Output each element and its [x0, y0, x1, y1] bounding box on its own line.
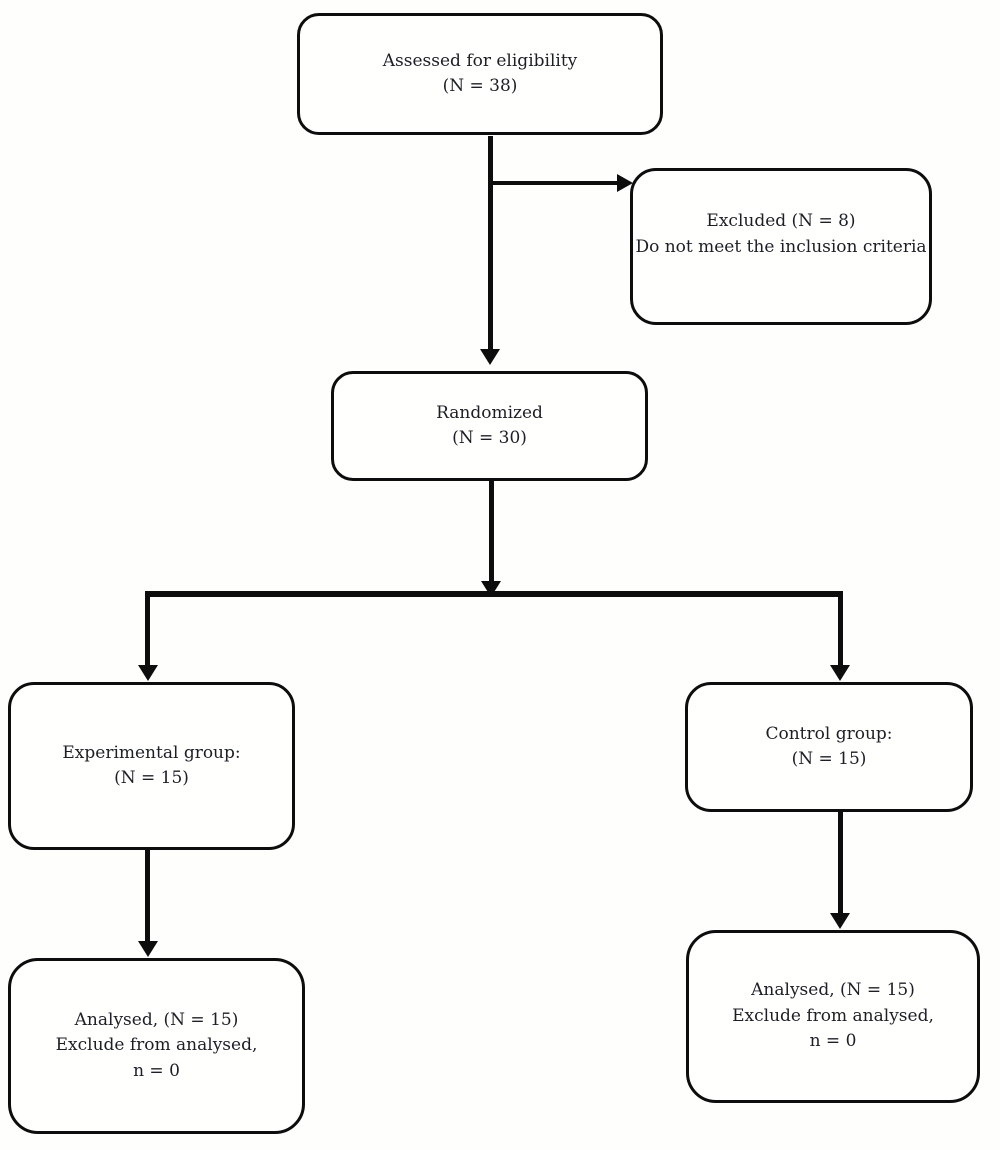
- node-analysed-experimental-line-2: Exclude from analysed,: [55, 1035, 258, 1056]
- edge-junction-control-arrowhead-icon: [830, 665, 850, 681]
- node-analysed-experimental: [8, 958, 305, 1134]
- node-assessed-text: [300, 49, 660, 100]
- node-randomized-line-1: Randomized: [436, 402, 543, 423]
- node-experimental-group: [8, 682, 295, 850]
- node-randomized-text: [334, 401, 645, 452]
- edge-junction-experimental-line: [145, 591, 150, 667]
- node-analysed-experimental-line-1: Analysed, (N = 15): [74, 1009, 239, 1030]
- node-assessed-line-1: Assessed for eligibility: [382, 50, 578, 71]
- edge-junction-control-line: [838, 591, 843, 667]
- node-experimental-group-line-1: Experimental group:: [62, 742, 241, 763]
- node-analysed-control-text: [689, 978, 977, 1055]
- node-experimental-group-text: [11, 741, 292, 792]
- node-randomized-line-2: (N = 30): [452, 428, 527, 448]
- node-analysed-experimental-line-3: n = 0: [133, 1060, 180, 1081]
- edge-assessed-randomized-line: [488, 136, 493, 350]
- node-analysed-control-line-1: Analysed, (N = 15): [751, 980, 915, 1001]
- edge-experimental-analysed-line: [145, 850, 150, 944]
- node-excluded-line-1: Excluded (N = 8): [706, 211, 856, 231]
- node-excluded-line-2: Do not meet the inclusion criteria: [635, 236, 927, 257]
- edge-assessed-excluded-arrowhead-icon: [617, 174, 633, 192]
- junction-horizontal-bar: [145, 591, 843, 597]
- node-assessed: [297, 13, 663, 135]
- node-excluded-text: [633, 171, 929, 260]
- node-analysed-control-line-3: n = 0: [809, 1031, 857, 1052]
- node-analysed-control: [686, 930, 980, 1103]
- edge-experimental-analysed-arrowhead-icon: [138, 941, 158, 957]
- node-control-group: [685, 682, 973, 812]
- edge-assessed-randomized-arrowhead-icon: [480, 349, 500, 365]
- node-assessed-line-2: (N = 38): [442, 76, 518, 96]
- edge-randomized-junction-line: [489, 481, 494, 583]
- edge-assessed-excluded-line: [490, 181, 618, 185]
- edge-control-analysed-arrowhead-icon: [830, 913, 850, 929]
- edge-junction-experimental-arrowhead-icon: [138, 665, 158, 681]
- node-excluded: [630, 168, 932, 325]
- node-control-group-line-2: (N = 15): [791, 749, 867, 769]
- node-analysed-control-line-2: Exclude from analysed,: [732, 1005, 934, 1026]
- node-experimental-group-line-2: (N = 15): [114, 768, 189, 788]
- node-control-group-text: [688, 722, 970, 773]
- node-control-group-line-1: Control group:: [765, 723, 893, 744]
- node-randomized: [331, 371, 648, 481]
- node-analysed-experimental-text: [11, 1008, 302, 1085]
- edge-control-analysed-line: [838, 812, 843, 916]
